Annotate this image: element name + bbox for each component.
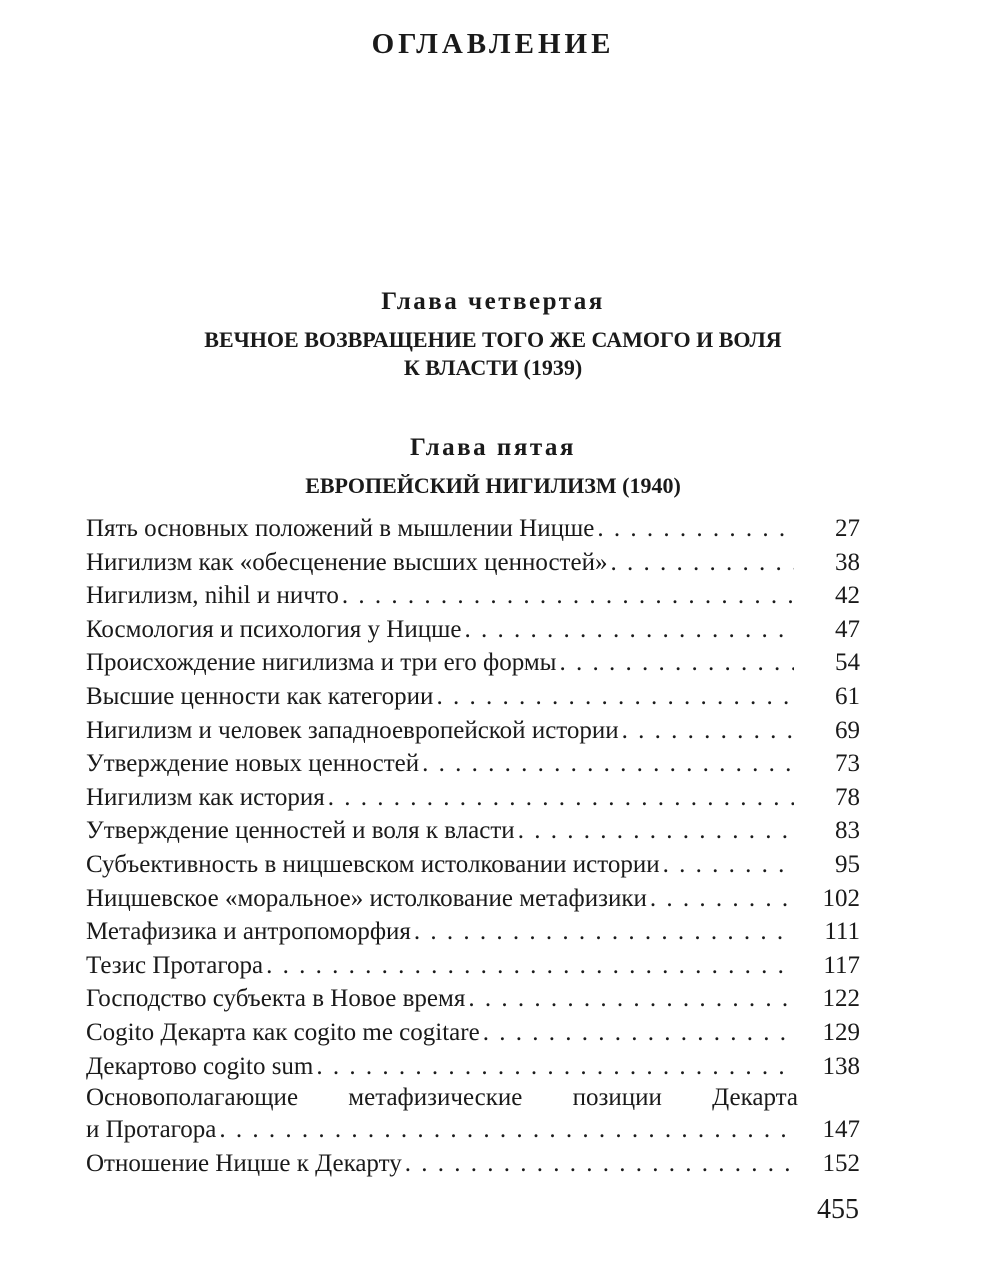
entry-title-word: позиции: [572, 1084, 662, 1112]
dot-leader: [650, 882, 794, 916]
chapter-five: [0, 432, 986, 500]
dot-leader: [597, 512, 794, 546]
entry-title: Происхождение нигилизма и три его формы: [86, 649, 557, 677]
toc-entry[interactable]: [86, 680, 860, 714]
dot-leader: [610, 546, 794, 580]
entry-page-number: 129: [822, 1018, 860, 1046]
toc-entry[interactable]: [86, 915, 860, 949]
page-number: 455: [817, 1194, 859, 1225]
dot-leader: [468, 982, 794, 1016]
dot-leader: [405, 1147, 794, 1181]
entry-title: Нигилизм, nihil и ничто: [86, 582, 339, 610]
dot-leader: [483, 1016, 794, 1050]
entry-title: Cogito Декарта как cogito me cogitare: [86, 1018, 480, 1046]
entry-page-number: 152: [822, 1149, 860, 1177]
entry-page-number: 47: [835, 615, 860, 643]
entry-title: Высшие ценности как категории: [86, 682, 434, 710]
toc-list: [86, 512, 860, 1180]
toc-entry[interactable]: [86, 579, 860, 613]
entry-title-word: метафизические: [348, 1084, 523, 1112]
entry-title: Метафизика и антропоморфия: [86, 918, 411, 946]
entry-page-number: 38: [835, 548, 860, 576]
entry-title: Утверждение ценностей и воля к власти: [86, 817, 515, 845]
toc-entry[interactable]: [86, 949, 860, 983]
entry-title: Отношение Ницше к Декарту: [86, 1149, 402, 1177]
toc-entry[interactable]: [86, 1016, 860, 1050]
toc-entry[interactable]: [86, 512, 860, 546]
entry-title: Тезис Протагора: [86, 951, 264, 979]
entry-title-line: [86, 1083, 860, 1113]
toc-entry[interactable]: [86, 1050, 860, 1084]
entry-page-number: 27: [835, 515, 860, 542]
toc-entry[interactable]: [86, 747, 860, 781]
toc-entry[interactable]: [86, 714, 860, 748]
entry-title: Космология и психология у Ницше: [86, 615, 462, 643]
dot-leader: [219, 1113, 794, 1147]
entry-title-word: Основополагающие: [86, 1084, 299, 1112]
entry-page-number: 83: [835, 817, 860, 845]
entry-title: Нигилизм как «обесценение высших ценностей»: [86, 548, 608, 576]
entry-page-number: 102: [822, 884, 860, 912]
dot-leader: [559, 646, 794, 680]
dot-leader: [342, 579, 794, 613]
chapter-four: [0, 286, 986, 382]
chapter-heading: ВЕЧНОЕ ВОЗВРАЩЕНИЕ ТОГО ЖЕ САМОГО И ВОЛЯ: [204, 327, 782, 352]
entry-title: Пять основных положений в мышлении Ницше: [86, 515, 595, 542]
entry-title-line: [86, 1113, 860, 1147]
entry-page-number: 54: [835, 649, 860, 677]
toc-entry[interactable]: [86, 848, 860, 882]
chapter-heading-continued: К ВЛАСТИ (1939): [403, 355, 583, 380]
dot-leader: [266, 949, 794, 983]
entry-title: Господство субъекта в Новое время: [86, 985, 466, 1013]
entry-page-number: 95: [835, 850, 860, 878]
dot-leader: [622, 714, 794, 748]
dot-leader: [316, 1050, 794, 1084]
dot-leader: [518, 814, 794, 848]
entry-page-number: 69: [835, 716, 860, 744]
dot-leader: [436, 680, 794, 714]
entry-page-number: 111: [824, 918, 860, 946]
toc-title: ОГЛАВЛЕНИЕ: [371, 28, 615, 60]
dot-leader: [663, 848, 794, 882]
toc-entry[interactable]: [86, 646, 860, 680]
entry-title-word: Декарта: [712, 1084, 798, 1112]
dot-leader: [414, 915, 794, 949]
dot-leader: [422, 747, 794, 781]
toc-entry[interactable]: [86, 546, 860, 580]
dot-leader: [328, 781, 794, 815]
toc-entry[interactable]: [86, 781, 860, 815]
toc-entry[interactable]: [86, 882, 860, 916]
toc-entry[interactable]: [86, 982, 860, 1016]
entry-title: Нигилизм как история: [86, 783, 325, 811]
chapter-heading: ЕВРОПЕЙСКИЙ НИГИЛИЗМ (1940): [305, 473, 681, 498]
dot-leader: [464, 613, 794, 647]
toc-entry[interactable]: [86, 613, 860, 647]
entry-title-continued: и Протагора: [86, 1116, 217, 1144]
entry-page-number: 138: [822, 1052, 860, 1080]
toc-entry[interactable]: [86, 1147, 860, 1181]
toc-entry[interactable]: [86, 814, 860, 848]
entry-page-number: 42: [835, 582, 860, 610]
entry-page-number: 73: [835, 750, 860, 778]
toc-entry[interactable]: [86, 1083, 860, 1147]
entry-title: Субъективность в ницшевском истолковании истории: [86, 850, 660, 878]
entry-page-number: 61: [835, 682, 860, 710]
entry-page-number: 117: [823, 951, 860, 979]
entry-title: Нигилизм и человек западноевропейской истории: [86, 716, 619, 744]
entry-page-number: 147: [822, 1116, 860, 1144]
chapter-number: Глава пятая: [410, 434, 576, 461]
entry-page-number: 122: [822, 985, 860, 1013]
entry-title: Утверждение новых ценностей: [86, 750, 420, 778]
entry-page-number: 78: [835, 783, 860, 811]
entry-title: Ницшевское «моральное» истолкование метафизики: [86, 884, 647, 912]
entry-title: Декартово cogito sum: [86, 1052, 314, 1080]
chapter-number: Глава четвертая: [381, 288, 605, 315]
